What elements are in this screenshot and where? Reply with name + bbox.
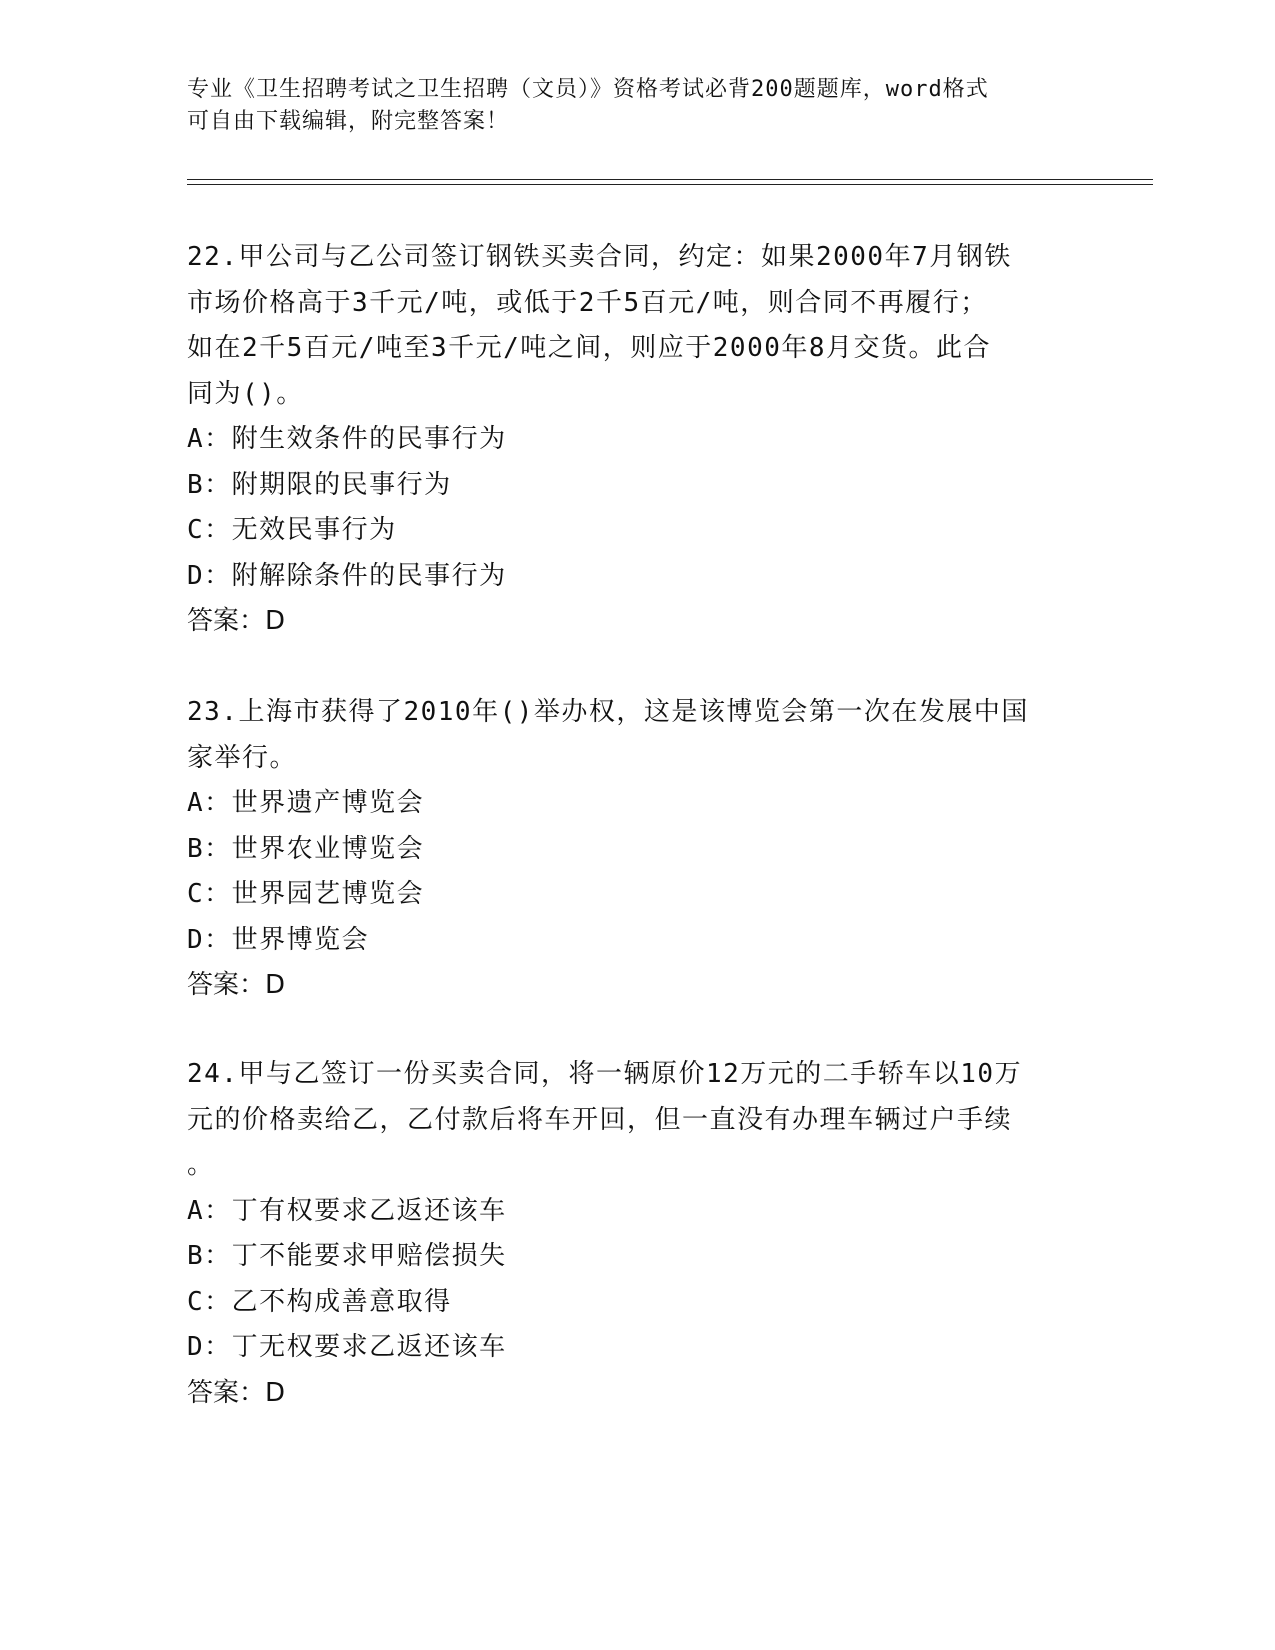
question-stem-line: 22.甲公司与乙公司签订钢铁买卖合同，约定：如果2000年7月钢铁 xyxy=(187,242,1012,272)
answer-label: 答案：D xyxy=(187,606,286,636)
answer-label: 答案：D xyxy=(187,970,286,1000)
question-stem-line: 23.上海市获得了2010年()举办权，这是该博览会第一次在发展中国 xyxy=(187,697,1029,727)
question-stem-line: 家举行。 xyxy=(187,742,298,773)
question-23 xyxy=(187,690,1087,1009)
option-d: D：世界博览会 xyxy=(187,924,370,955)
question-stem-line: 元的价格卖给乙，乙付款后将车开回，但一直没有办理车辆过户手续 xyxy=(187,1104,1013,1135)
question-22 xyxy=(187,235,1087,645)
option-a: A：丁有权要求乙返还该车 xyxy=(187,1195,507,1226)
header-divider-top xyxy=(187,179,1153,180)
option-a: A：世界遗产博览会 xyxy=(187,788,425,818)
question-24 xyxy=(187,1052,1087,1416)
header-line-1: 专业《卫生招聘考试之卫生招聘（文员）》资格考试必背200题题库，word格式 xyxy=(187,77,989,102)
option-c: C：无效民事行为 xyxy=(187,515,397,545)
header-line-2: 可自由下载编辑，附完整答案！ xyxy=(187,109,510,134)
option-b: B：附期限的民事行为 xyxy=(187,469,452,500)
option-d: D：附解除条件的民事行为 xyxy=(187,560,507,591)
option-c: C：世界园艺博览会 xyxy=(187,879,425,909)
question-stem-line: 同为()。 xyxy=(187,378,304,409)
option-b: B：丁不能要求甲赔偿损失 xyxy=(187,1241,507,1271)
option-a: A：附生效条件的民事行为 xyxy=(187,424,507,454)
option-b: B：世界农业博览会 xyxy=(187,833,425,864)
document-header xyxy=(187,74,1067,138)
question-stem-line: 。 xyxy=(187,1150,215,1180)
question-stem-line: 24.甲与乙签订一份买卖合同，将一辆原价12万元的二手轿车以10万 xyxy=(187,1059,1023,1089)
option-d: D：丁无权要求乙返还该车 xyxy=(187,1332,507,1362)
option-c: C：乙不构成善意取得 xyxy=(187,1286,452,1317)
answer-label: 答案：D xyxy=(187,1377,286,1408)
header-divider-bottom xyxy=(187,184,1153,185)
question-stem-line: 市场价格高于3千元/吨，或低于2千5百元/吨，则合同不再履行； xyxy=(187,287,988,318)
question-stem-line: 如在2千5百元/吨至3千元/吨之间，则应于2000年8月交货。此合 xyxy=(187,333,992,363)
